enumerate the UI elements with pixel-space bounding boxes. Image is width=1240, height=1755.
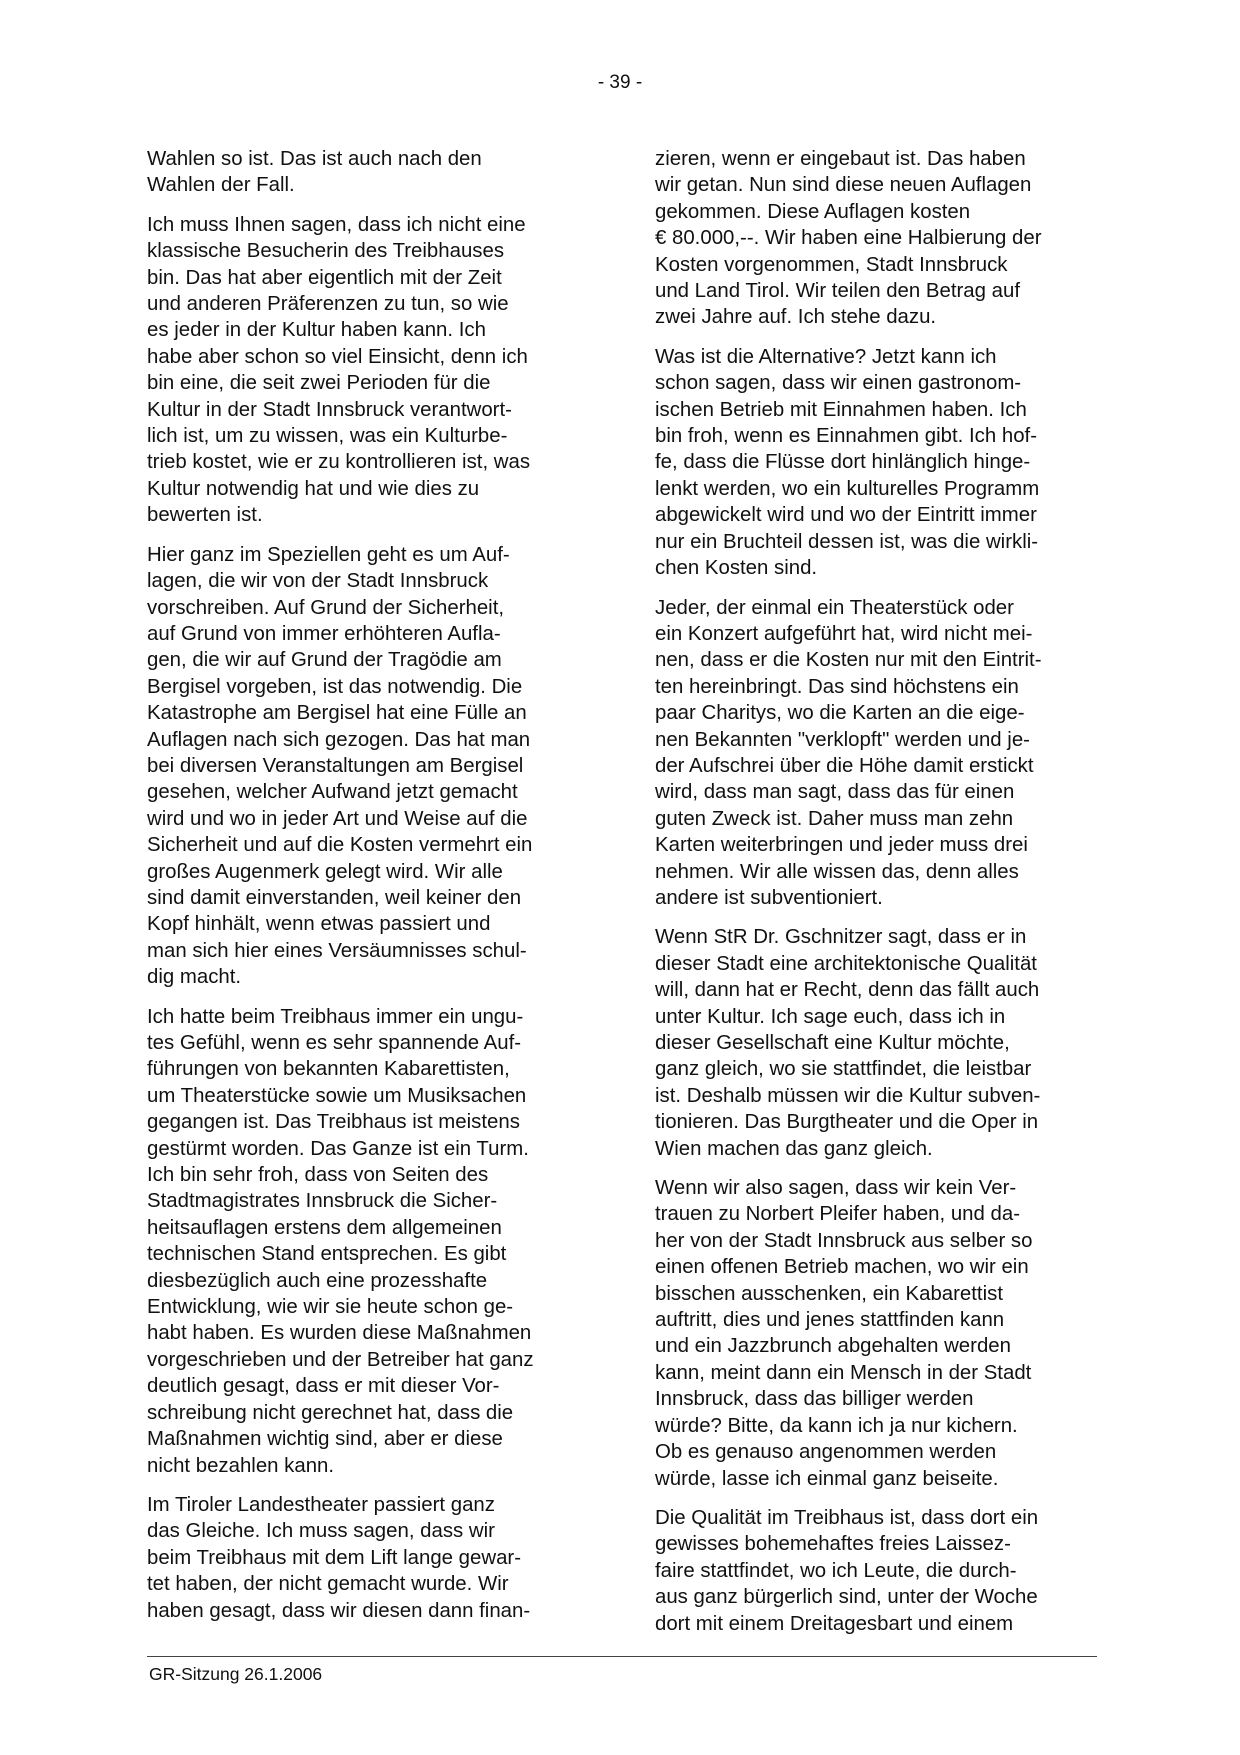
left-column: [147, 146, 592, 1637]
paragraph: Ich hatte beim Treibhaus immer ein ungu- tes Gefühl, wenn es sehr spannende Auf- führungen von bekannten Kabarettisten, um Theaterstücke sowie um Musiksachen gegangen ist. Das Treibhaus ist meistens gestürmt worden. Das Ganze ist ein Turm. Ich bin sehr froh, dass von Seiten des Stadtmagistrates Innsbruck die Sicher- heitsauflagen erstens dem allgemeinen technischen Stand entsprechen. Es gibt diesbezüglich auch eine prozesshafte Entwicklung, wie wir sie heute schon ge- habt haben. Es wurden diese Maßnahmen vorgeschrieben und der Betreiber hat ganz deutlich gesagt, dass er mit dieser Vor- schreibung nicht gerechnet hat, dass die Maßnahmen wichtig sind, aber er diese nicht bezahlen kann.: [147, 1005, 534, 1477]
paragraph: Wahlen so ist. Das ist auch nach den Wahlen der Fall.: [147, 148, 482, 197]
paragraph: Im Tiroler Landestheater passiert ganz das Gleiche. Ich muss sagen, dass wir beim Treibhaus mit dem Lift lange gewar- tet haben, der nicht gemacht wurde. Wir haben gesagt, dass wir diesen dann finan-: [147, 1493, 531, 1622]
paragraph: Wenn wir also sagen, dass wir kein Ver- trauen zu Norbert Pleifer haben, und da- her von der Stadt Innsbruck aus selber so einen offenen Betrieb machen, wo wir ein bisschen ausschenken, ein Kabarettist auftritt, dies und jenes stattfinden kann und ein Jazzbrunch abgehalten werden kann, meint dann ein Mensch in der Stadt Innsbruck, dass das billiger werden würde? Bitte, da kann ich ja nur kichern. Ob es genauso angenommen werden würde, lasse ich einmal ganz beiseite.: [655, 1177, 1033, 1490]
paragraph: Ich muss Ihnen sagen, dass ich nicht eine klassische Besucherin des Treibhauses bin. Das hat aber eigentlich mit der Zeit und anderen Präferenzen zu tun, so wie es jeder in der Kultur haben kann. Ich habe aber schon so viel Einsicht, denn ich bin eine, die seit zwei Perioden für die Kultur in der Stadt Innsbruck verantwort- lich ist, um zu wissen, was ein Kulturbe- trieb kostet, wie er zu kontrollieren ist, was Kultur notwendig hat und wie dies zu bewerten ist.: [147, 213, 531, 527]
page-number: - 39 -: [597, 72, 643, 93]
paragraph: Die Qualität im Treibhaus ist, dass dort ein gewisses bohemehaftes freies Laissez- faire stattfindet, wo ich Leute, die durch- aus ganz bürgerlich sind, unter der Woche dort mit einem Dreitagesbart und einem: [655, 1506, 1039, 1635]
paragraph: Was ist die Alternative? Jetzt kann ich schon sagen, dass wir einen gastronom- ischen Betrieb mit Einnahmen haben. Ich bin froh, wenn es Einnahmen gibt. Ich hof- fe, dass die Flüsse dort hinlänglich hinge- lenkt werden, wo ein kulturelles Programm abgewickelt wird und wo der Eintritt immer nur ein Bruchteil dessen ist, was die wirkli- chen Kosten sind.: [655, 345, 1040, 580]
paragraph: Wenn StR Dr. Gschnitzer sagt, dass er in dieser Stadt eine architektonische Qualität will, dann hat er Recht, denn das fällt auch unter Kultur. Ich sage euch, dass ich in dieser Gesellschaft eine Kultur möchte, ganz gleich, wo sie stattfindet, die leistbar ist. Deshalb müssen wir die Kultur subven- tionieren. Das Burgtheater und die Oper in Wien machen das ganz gleich.: [655, 926, 1041, 1160]
paragraph: Jeder, der einmal ein Theaterstück oder ein Konzert aufgeführt hat, wird nicht mei- nen, dass er die Kosten nur mit den Eintrit- ten hereinbringt. Das sind höchstens ein paar Charitys, wo die Karten an die eige- nen Bekannten "verklopft" werden und je- der Aufschrei über die Höhe damit erstickt wird, dass man sagt, dass das für einen guten Zweck ist. Daher muss man zehn Karten weiterbringen und jeder muss drei nehmen. Wir alle wissen das, denn alles andere ist subventioniert.: [655, 596, 1042, 909]
footer-divider: [147, 1656, 1097, 1657]
footer-session-date: GR-Sitzung 26.1.2006: [149, 1664, 323, 1684]
right-column: [655, 146, 1100, 1650]
paragraph: Hier ganz im Speziellen geht es um Auf- lagen, die wir von der Stadt Innsbruck vorschreiben. Auf Grund der Sicherheit, auf Grund von immer erhöhteren Aufla- gen, die wir auf Grund der Tragödie am Bergisel vorgeben, ist das notwendig. Die Katastrophe am Bergisel hat eine Fülle an Auflagen nach sich gezogen. Das hat man bei diversen Veranstaltungen am Bergisel gesehen, welcher Aufwand jetzt gemacht wird und wo in jeder Art und Weise auf die Sicherheit und auf die Kosten vermehrt ein großes Augenmerk gelegt wird. Wir alle sind damit einverstanden, weil keiner den Kopf hinhält, wenn etwas passiert und man sich hier eines Versäumnisses schul- dig macht.: [147, 543, 533, 989]
paragraph: zieren, wenn er eingebaut ist. Das haben wir getan. Nun sind diese neuen Auflagen gekommen. Diese Auflagen kosten € 80.000,--. Wir haben eine Halbierung der Kosten vorgenommen, Stadt Innsbruck und Land Tirol. Wir teilen den Betrag auf zwei Jahre auf. Ich stehe dazu.: [655, 148, 1042, 329]
